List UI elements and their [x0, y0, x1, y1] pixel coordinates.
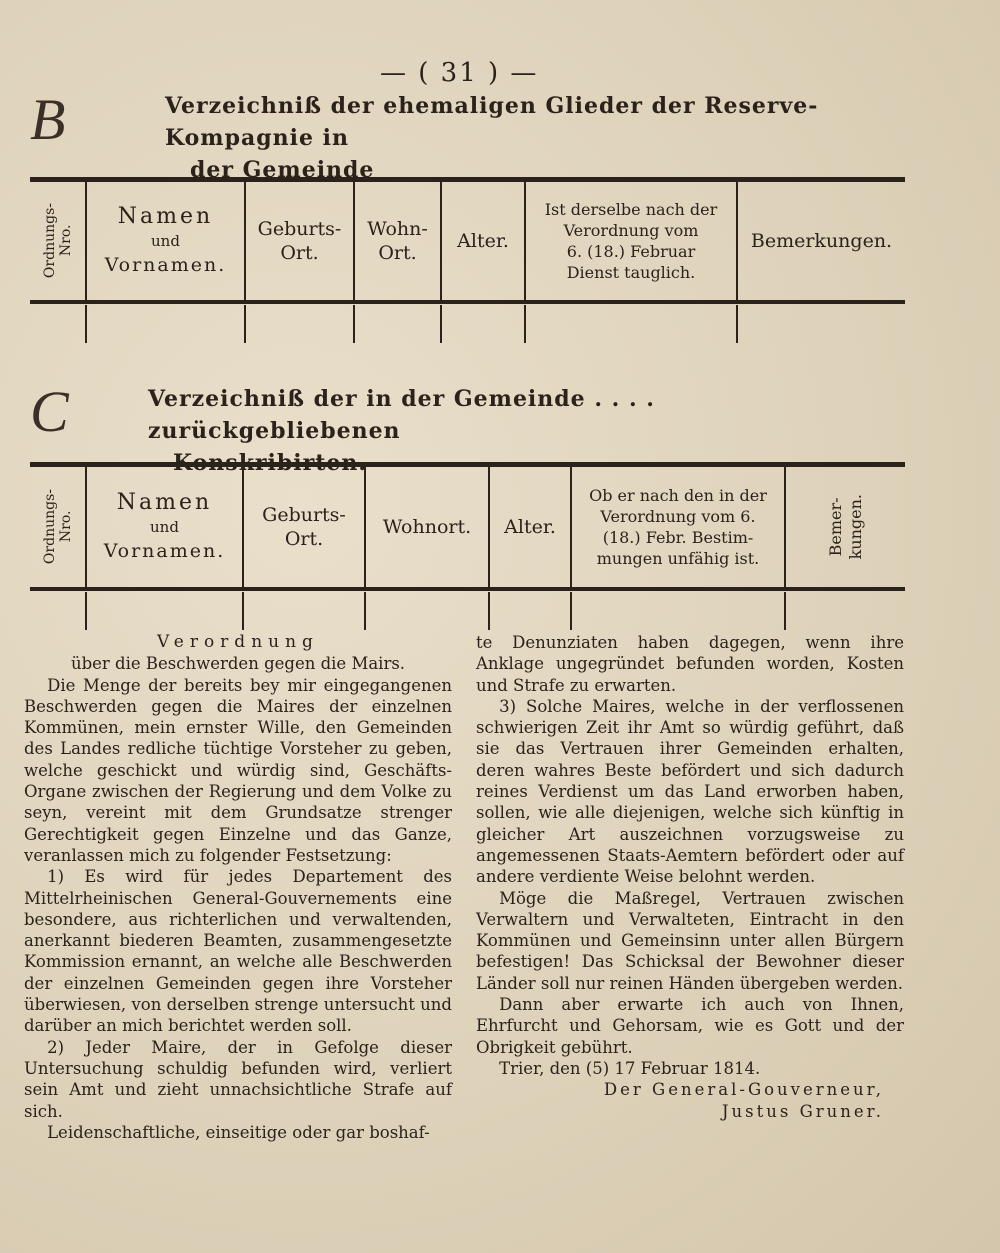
ordinance-paragraph: 2) Jeder Maire, der in Gefolge dieser Untersuchung schuldig befunden wird, verliert sein Amt und zieht unnachsichtliche Strafe auf sich. [24, 1037, 452, 1121]
table-c-col-alter: Alter. [490, 467, 572, 587]
section-c-title-line1: Verzeichniß der in der Gemeinde . . . . zurückgebliebenen [148, 386, 655, 444]
section-letter-b: B [30, 87, 66, 152]
table-c-col-ordnungs-nro: Ordnungs- Nro. [30, 467, 87, 587]
table-b-col-dienst-tauglich: Ist derselbe nach der Verordnung vom 6. (18.) Februar Dienst tauglich. [526, 182, 738, 300]
table-c-header [30, 462, 905, 591]
ordinance-date-line: Trier, den (5) 17 Februar 1814. [499, 1058, 761, 1078]
ordinance-paragraph: 1) Es wird für jedes Departement des Mittelrheinischen General-Gouvernements eine besondere, aus richterlichen und verwaltenden, anerkannt biederen Beamten, zusammengesetzte Kommission ernannt, an welche alle Beschwerden der einzelnen Gemeinden gegen ihre Vorsteher überwiesen, von derselben strenge untersucht und darüber an mich berichtet werden soll. [24, 867, 452, 1036]
table-c-col-geburts-ort: Geburts- Ort. [244, 467, 366, 587]
table-b-col-ordnungs-nro: Ordnungs- Nro. [30, 182, 87, 300]
table-b-col-wohn-ort: Wohn- Ort. [355, 182, 442, 300]
ordinance-signature-title: Der General-Gouverneur, [603, 1080, 884, 1100]
section-letter-c: C [30, 379, 69, 444]
ordinance-heading: Verordnung [157, 632, 319, 652]
ordinance-paragraph: Dann aber erwarte ich auch von Ihnen, Ehrfurcht und Gehorsam, wie es Gott und der Obrigkeit gebührt. [476, 995, 904, 1057]
table-c-col-namen: Namen und Vornamen. [87, 467, 244, 587]
table-c-col-unfaehig: Ob er nach den in der Verordnung vom 6. (18.) Febr. Bestim- mungen unfähig ist. [572, 467, 786, 587]
section-c-title-line2: Konskribirten. [173, 450, 368, 476]
ordinance-left-column [24, 632, 452, 1143]
table-b-rule-ticks [30, 305, 905, 343]
table-c-col-wohnort: Wohnort. [366, 467, 490, 587]
ordinance-paragraph: Möge die Maßregel, Vertrauen zwischen Verwaltern und Verwalteten, Eintracht in den Kommünen und Gemeinsinn unter allen Bürgern befestigen! Das Schicksal der Bewohner dieser Länder soll nur reinen Händen übergeben werden. [476, 888, 904, 993]
table-b-col-bemerkungen: Bemerkungen. [750, 230, 893, 252]
ordinance-paragraph: te Denunziaten haben dagegen, wenn ihre Anklage ungegründet befunden worden, Kosten und Strafe zu erwarten. [476, 633, 904, 695]
table-b-col-namen: Namen und Vornamen. [87, 182, 246, 300]
section-b-title-line2: der Gemeinde [190, 157, 375, 183]
section-b-title [165, 90, 915, 186]
ordinance-right-column [476, 632, 904, 1122]
ordinance-signature-name: Justus Gruner. [721, 1101, 884, 1121]
table-b-header [30, 177, 905, 304]
table-b-col-alter: Alter. [442, 182, 526, 300]
table-b-col-geburts-ort: Geburts- Ort. [246, 182, 355, 300]
table-c-col-bemerkungen: Bemer- kungen. [825, 494, 865, 560]
ordinance-subheading: über die Beschwerden gegen die Mairs. [70, 654, 406, 674]
ordinance-paragraph: 3) Solche Maires, welche in der verflossenen schwierigen Zeit ihr Amt so würdig geführt, daß sie das Vertrauen ihrer Gemeinden erhalten, deren wahres Beste befördert und sich dadurch reines Verdienst um das Land erworben haben, sollen, wie alle diejenigen, welche sich künftig in gleicher Art auszeichnen vorzugsweise zu angemessenen Staats-Aemtern befördert oder auf andere verdiente Weise belohnt werden. [476, 696, 904, 887]
ordinance-paragraph: Leidenschaftliche, einseitige oder gar boshaf- [47, 1122, 430, 1142]
ordinance-paragraph: Die Menge der bereits bey mir eingegangenen Beschwerden gegen die Maires der einzelnen Kommünen, mein ernster Wille, den Gemeinden des Landes redliche tüchtige Vorsteher zu geben, welche geschickt und würdig sind, Geschäfts-Organe zwischen der Regierung und dem Volke zu seyn, vereint mit dem Grundsatze strenger Gerechtigkeit gegen Einzelne und das Ganze, veranlassen mich zu folgender Festsetzung: [24, 675, 452, 865]
table-c-rule-ticks [30, 592, 905, 630]
section-b-title-line1: Verzeichniß der ehemaligen Glieder der Reserve-Kompagnie in [165, 93, 819, 151]
page-number: — ( 31 ) — [380, 58, 539, 88]
